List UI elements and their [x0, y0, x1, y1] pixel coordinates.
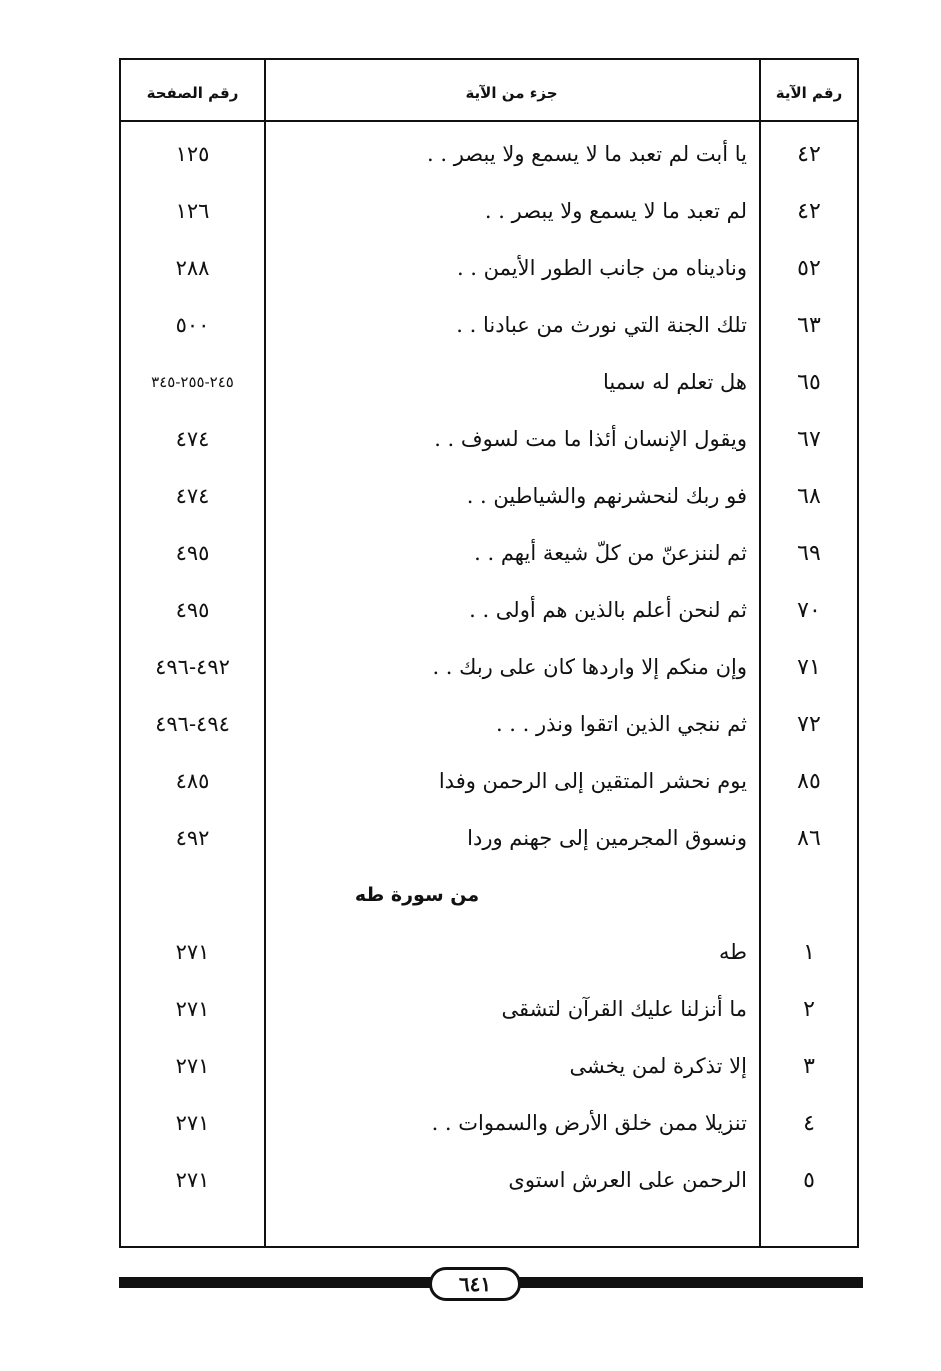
page-ref: ٤٩٢ [175, 826, 210, 850]
ayah-number: ٥٢ [797, 256, 821, 281]
page-ref: ٥٠٠ [175, 313, 210, 337]
ayah-number: ٧٠ [797, 598, 821, 623]
ayah-text: الرحمن على العرش استوى [508, 1168, 747, 1192]
table-row [121, 582, 857, 639]
ayah-text: تلك الجنة التي نورث من عبادنا . . [456, 313, 747, 337]
table-row [121, 639, 857, 696]
header-ayah-part: جزء من الآية [465, 84, 558, 102]
ayah-text: تنزيلا ممن خلق الأرض والسموات . . [431, 1111, 747, 1135]
table-row [121, 525, 857, 582]
page-ref: ٢٨٨ [175, 256, 210, 280]
page-ref: ١٢٥ [175, 142, 210, 166]
table-row [121, 297, 857, 354]
ayah-number: ٥ [803, 1168, 815, 1193]
ayah-text: يوم نحشر المتقين إلى الرحمن وفدا [438, 769, 747, 793]
page-ref: ٢٧١ [175, 1111, 210, 1135]
page-ref: ٤٩٥ [175, 598, 210, 622]
table-row [121, 924, 857, 981]
ayah-text: فو ربك لنحشرنهم والشياطين . . [466, 484, 747, 508]
header-divider [121, 120, 857, 122]
header-page-number: رقم الصفحة [146, 84, 239, 102]
ayah-text: هل تعلم له سميا [602, 370, 747, 394]
ayah-number: ٦٧ [797, 427, 821, 452]
page-ref: ١٢٦ [175, 199, 210, 223]
page-ref: ٤٧٤ [175, 427, 210, 451]
ayah-number: ١ [803, 940, 815, 965]
ayah-text: إلا تذكرة لمن يخشى [569, 1054, 747, 1078]
ayah-number: ٤ [803, 1111, 815, 1136]
ayah-text: يا أبت لم تعبد ما لا يسمع ولا يبصر . . [427, 142, 747, 166]
ayah-number: ٦٨ [797, 484, 821, 509]
table-row [121, 696, 857, 753]
table-row [121, 981, 857, 1038]
page-ref: ٤٩٥ [175, 541, 210, 565]
table-row [121, 810, 857, 867]
section-title: من سورة طه [354, 884, 480, 906]
ayah-text: ثم لنحن أعلم بالذين هم أولى . . [469, 598, 747, 622]
ayah-text: ثم ننجي الذين اتقوا ونذر . . . [495, 712, 747, 736]
ayah-number: ٧١ [797, 655, 821, 680]
table-row [121, 411, 857, 468]
ayah-number: ٤٢ [797, 142, 821, 167]
ayah-number: ٧٢ [797, 712, 821, 737]
table-row [121, 126, 857, 183]
page-ref: ٤٩٢-٤٩٦ [155, 655, 230, 679]
page-ref: ٢٧١ [175, 997, 210, 1021]
ayah-text: ونسوق المجرمين إلى جهنم وردا [467, 826, 747, 850]
table-row [121, 1095, 857, 1152]
ayah-text: ثم لننزعنّ من كلّ شيعة أيهم . . [474, 541, 747, 565]
ayah-number: ٦٩ [797, 541, 821, 566]
page-ref: ٢٤٥-٢٥٥-٣٤٥ [151, 373, 234, 391]
ayah-text: ما أنزلنا عليك القرآن لتشقى [501, 997, 747, 1021]
page-ref: ٤٨٥ [175, 769, 210, 793]
ayah-number: ٦٥ [797, 370, 821, 395]
ayah-text: وناديناه من جانب الطور الأيمن . . [456, 256, 747, 280]
page-ref: ٤٩٤-٤٩٦ [155, 712, 230, 736]
ayah-text: لم تعبد ما لا يسمع ولا يبصر . . [484, 199, 747, 223]
page-ref: ٢٧١ [175, 1054, 210, 1078]
ayah-text: طه [719, 940, 747, 964]
ayah-number: ٦٣ [797, 313, 821, 338]
page-ref: ٤٧٤ [175, 484, 210, 508]
ayah-text: ويقول الإنسان أئذا ما مت لسوف . . [434, 427, 747, 451]
table-row [121, 1038, 857, 1095]
ayah-number: ٨٥ [797, 769, 821, 794]
index-table [119, 58, 859, 1248]
ayah-number: ٨٦ [797, 826, 821, 851]
page-ref: ٢٧١ [175, 940, 210, 964]
page-ref: ٢٧١ [175, 1168, 210, 1192]
table-row [121, 468, 857, 525]
page-number: ٦٤١ [429, 1267, 521, 1301]
ayah-number: ٢ [803, 997, 815, 1022]
header-ayah-number: رقم الآية [775, 84, 843, 102]
table-row [121, 1152, 857, 1209]
table-row [121, 183, 857, 240]
table-row [121, 753, 857, 810]
ayah-text: وإن منكم إلا واردها كان على ربك . . [432, 655, 747, 679]
table-row [121, 354, 857, 411]
ayah-number: ٣ [803, 1054, 815, 1079]
ayah-number: ٤٢ [797, 199, 821, 224]
table-row [121, 240, 857, 297]
